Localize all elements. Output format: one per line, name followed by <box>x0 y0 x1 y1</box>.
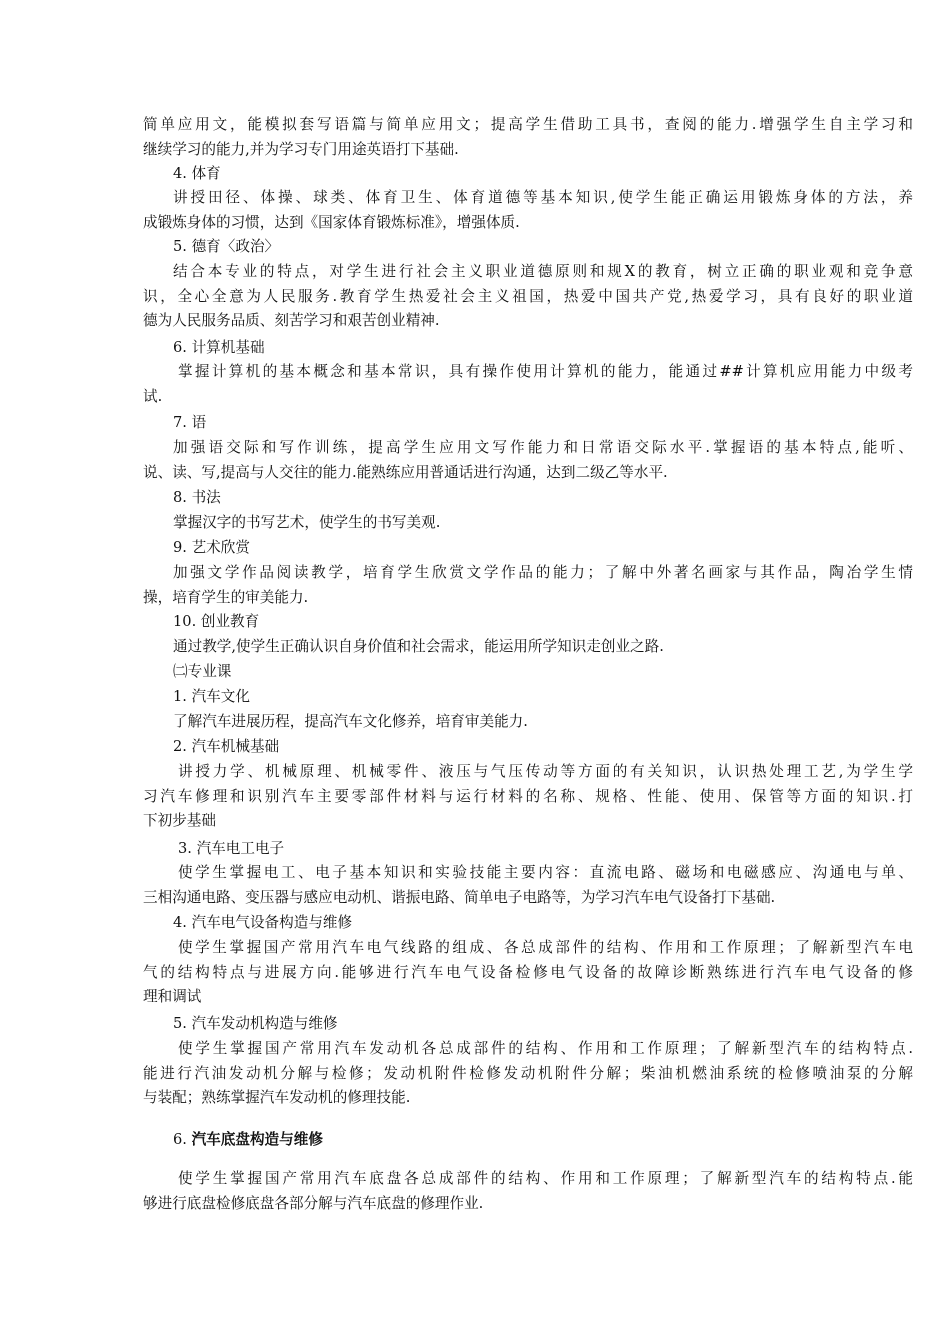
text-line: 讲授力学、机械原理、机械零件、液压与气压传动等方面的有关知识，认识热处理工艺,为学生学 <box>178 763 913 780</box>
heading-number: 6. <box>173 1131 187 1148</box>
text-line: 操，培育学生的审美能力. <box>143 588 309 606</box>
paragraph-car-culture <box>143 710 913 735</box>
heading-computer <box>143 336 913 361</box>
section-heading: 8. 书法 <box>173 489 221 506</box>
text-line: 气的结构特点与进展方向.能够进行汽车电气设备检修电气设备的故障诊断熟练进行汽车电气设备的修 <box>143 963 913 981</box>
text-line: 使学生掌握国产常用汽车发动机各总成部件的结构、作用和工作原理；了解新型汽车的结构特点. <box>178 1040 913 1057</box>
heading-car-culture <box>143 685 913 710</box>
text-line: 三相沟通电路、变压器与感应电动机、谐振电路、简单电子电路等，为学习汽车电气设备打下基础. <box>143 888 776 906</box>
heading-electronics <box>143 837 913 862</box>
heading-calligraphy <box>143 486 913 511</box>
paragraph-car-mechanics <box>143 760 913 834</box>
paragraph-english-continued <box>143 113 913 162</box>
paragraph-moral <box>143 260 913 334</box>
paragraph-engine <box>143 1037 913 1111</box>
text-line: 掌握汉字的书写艺术，使学生的书写美观. <box>173 514 441 531</box>
paragraph-entrepreneurship <box>143 635 913 660</box>
paragraph-art <box>143 561 913 610</box>
section-heading: ㈡专业课 <box>173 663 232 680</box>
heading-title: 汽车底盘构造与维修 <box>191 1131 323 1148</box>
text-line: 了解汽车进展历程，提高汽车文化修养，培育审美能力. <box>173 713 528 730</box>
paragraph-computer <box>143 360 913 409</box>
text-line: 加强语交际和写作训练，提高学生应用文写作能力和日常语交际水平.掌握语的基本特点,能听、 <box>173 439 913 456</box>
section-heading: 4. 汽车电气设备构造与维修 <box>173 914 353 931</box>
heading-moral <box>143 235 913 260</box>
heading-car-mechanics <box>143 735 913 760</box>
text-line: 结合本专业的特点，对学生进行社会主义职业道德原则和规X的教育，树立正确的职业观和竞争意 <box>173 263 913 280</box>
section-heading: 9. 艺术欣赏 <box>173 539 250 556</box>
text-line: 简单应用文，能模拟套写语篇与简单应用文；提高学生借助工具书，查阅的能力.增强学生自主学习和 <box>143 116 913 133</box>
heading-entrepreneurship <box>143 610 913 635</box>
paragraph-chassis <box>143 1167 913 1216</box>
heading-chassis <box>143 1128 913 1153</box>
text-line: 与装配；熟练掌握汽车发动机的修理技能. <box>143 1089 411 1106</box>
text-line: 讲授田径、体操、球类、体育卫生、体育道德等基本知识,使学生能正确运用锻炼身体的方法，养 <box>173 189 913 206</box>
text-line: 试. <box>143 387 163 405</box>
text-line: 掌握计算机的基本概念和基本常识，具有操作使用计算机的能力，能通过##计算机应用能力中级考 <box>178 363 913 380</box>
text-line: 继续学习的能力,并为学习专门用途英语打下基础. <box>143 140 459 158</box>
section-heading: 1. 汽车文化 <box>173 688 250 705</box>
text-line: 使学生掌握国产常用汽车底盘各总成部件的结构、作用和工作原理；了解新型汽车的结构特点.能 <box>178 1170 913 1187</box>
text-line: 理和调试 <box>143 988 202 1005</box>
text-line: 加强文学作品阅读教学，培育学生欣赏文学作品的能力；了解中外著名画家与其作品，陶冶学生情 <box>173 564 913 581</box>
section-heading: 5. 德育〈政治〉 <box>173 238 280 255</box>
text-line: 说、读、写,提高与人交往的能力.能熟练应用普通话进行沟通，达到二级乙等水平. <box>143 463 668 481</box>
text-line: 下初步基础 <box>143 812 216 829</box>
text-line: 够进行底盘检修底盘各部分解与汽车底盘的修理作业. <box>143 1194 484 1212</box>
section-heading: 6. 计算机基础 <box>173 339 265 356</box>
text-line: 德为人民服务品质、刻苦学习和艰苦创业精神. <box>143 312 440 329</box>
paragraph-language <box>143 436 913 485</box>
section-heading <box>143 1128 913 1153</box>
text-line: 使学生掌握国产常用汽车电气线路的组成、各总成部件的结构、作用和工作原理；了解新型汽车电 <box>178 939 913 956</box>
text-line: 习汽车修理和识别汽车主要零部件材料与运行材料的名称、规格、性能、使用、保管等方面的知识.打 <box>143 787 913 805</box>
paragraph-electronics <box>143 861 913 910</box>
heading-language <box>143 411 913 436</box>
heading-professional-courses <box>143 660 913 685</box>
section-heading: 5. 汽车发动机构造与维修 <box>173 1015 338 1032</box>
text-line: 成锻炼身体的习惯，达到《国家体育锻炼标准》，增强体质. <box>143 213 520 231</box>
section-heading: 7. 语 <box>173 414 207 431</box>
paragraph-calligraphy <box>143 511 913 536</box>
section-heading: 10. 创业教育 <box>173 613 260 630</box>
heading-art <box>143 536 913 561</box>
text-line: 使学生掌握电工、电子基本知识和实验技能主要内容：直流电路、磁场和电磁感应、沟通电与单、 <box>178 864 913 881</box>
text-line: 能进行汽油发动机分解与检修；发动机附件检修发动机附件分解；柴油机燃油系统的检修喷油泵的分解 <box>143 1064 913 1082</box>
heading-pe <box>143 162 913 187</box>
section-heading: 2. 汽车机械基础 <box>173 738 280 755</box>
text-line: 通过教学,使学生正确认识自身价值和社会需求，能运用所学知识走创业之路. <box>173 638 664 655</box>
section-heading: 4. 体育 <box>173 165 221 182</box>
text-line: 识，全心全意为人民服务.教育学生热爱社会主义祖国，热爱中国共产党,热爱学习，具有良好的职业道 <box>143 287 913 305</box>
paragraph-pe <box>143 186 913 235</box>
heading-electrical-equipment <box>143 911 913 936</box>
section-heading: 3. 汽车电工电子 <box>178 840 285 857</box>
paragraph-electrical-equipment <box>143 936 913 1010</box>
heading-engine <box>143 1012 913 1037</box>
